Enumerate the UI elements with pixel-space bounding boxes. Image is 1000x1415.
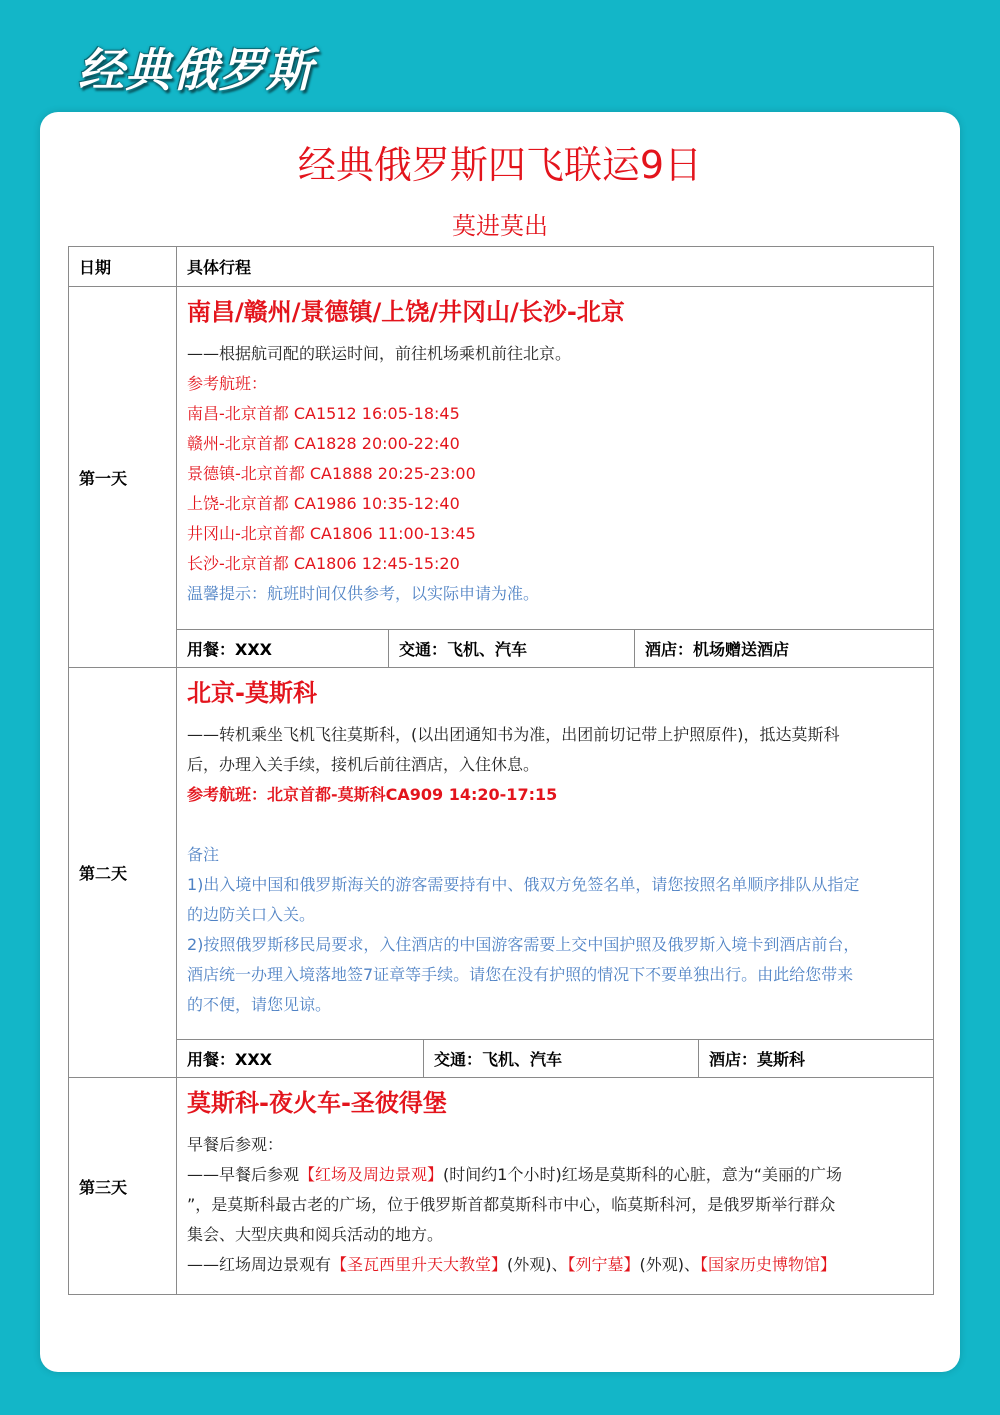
day2-hotel: 酒店：莫斯科 — [698, 1040, 933, 1077]
day2-note-line: 2)按照俄罗斯移民局要求，入住酒店的中国游客需要上交中国护照及俄罗斯入境卡到酒店前台， — [187, 935, 860, 954]
header-itinerary: 具体行程 — [187, 258, 252, 277]
day1-body — [177, 287, 933, 667]
brand-logo-text: 经典俄罗斯 — [78, 43, 313, 97]
day2-route: 北京-莫斯科 — [187, 679, 317, 707]
attraction-st-basil: 【圣瓦西里升天大教堂】 — [331, 1255, 508, 1274]
day2-note-line: 的不便，请您见谅。 — [187, 995, 332, 1014]
table-row-day3 — [69, 1078, 933, 1295]
day1-flight: 赣州-北京首都 CA1828 20:00-22:40 — [187, 434, 460, 453]
day2-meal: 用餐：XXX — [187, 1050, 273, 1069]
table-row-day2 — [69, 668, 933, 1078]
attraction-red-square: 【红场及周边景观】 — [299, 1165, 444, 1184]
day3-route: 莫斯科-夜火车-圣彼得堡 — [187, 1089, 447, 1117]
day1-flight: 长沙-北京首都 CA1806 12:45-15:20 — [187, 554, 460, 573]
day2-desc-line2: 后，办理入关手续，接机后前往酒店，入住休息。 — [187, 755, 540, 774]
day1-transport: 交通：飞机、汽车 — [388, 630, 634, 667]
attraction-lenin-mausoleum: 【列宁墓】 — [567, 1255, 640, 1274]
day2-label: 第二天 — [69, 668, 177, 1077]
table-header-row — [69, 247, 933, 287]
header-date: 日期 — [69, 247, 177, 286]
day1-flight: 景德镇-北京首都 CA1888 20:25-23:00 — [187, 464, 476, 483]
day3-label: 第三天 — [69, 1078, 177, 1294]
day1-label: 第一天 — [69, 287, 177, 667]
day1-desc: ——根据航司配的联运时间，前往机场乘机前往北京。 — [187, 344, 572, 363]
day2-info-bar — [177, 1039, 933, 1077]
page-subtitle: 莫进莫出 — [452, 212, 548, 240]
day1-flight: 井冈山-北京首都 CA1806 11:00-13:45 — [187, 524, 476, 543]
day1-hotel: 酒店：机场赠送酒店 — [634, 630, 933, 667]
itinerary-sheet — [40, 112, 960, 1372]
day1-meal: 用餐：XXX — [187, 640, 273, 659]
day3-para-line: 集会、大型庆典和阅兵活动的地方。 — [187, 1225, 444, 1244]
day1-info-bar — [177, 629, 933, 667]
day3-para-line: ”，是莫斯科最古老的广场，位于俄罗斯首都莫斯科市中心，临莫斯科河，是俄罗斯举行群众 — [187, 1195, 836, 1214]
day2-transport: 交通：飞机、汽车 — [423, 1040, 698, 1077]
day1-route: 南昌/赣州/景德镇/上饶/井冈山/长沙-北京 — [187, 298, 625, 326]
day2-body — [177, 668, 933, 1077]
day3-intro: 早餐后参观： — [187, 1135, 284, 1154]
attraction-history-museum: 【国家历史博物馆】 — [700, 1255, 837, 1274]
day2-note-line: 酒店统一办理入境落地签7证章等手续。请您在没有护照的情况下不要单独出行。由此给您带来 — [187, 965, 854, 984]
day2-note-line: 的边防关口入关。 — [187, 905, 316, 924]
day3-para-line: ——早餐后参观【红场及周边景观】(时间约1个小时)红场是莫斯科的心脏，意为“美丽的广场 — [187, 1165, 842, 1184]
day3-para-line: ——红场周边景观有【圣瓦西里升天大教堂】(外观)、【列宁墓】(外观)、【国家历史博物馆】 — [187, 1255, 837, 1274]
day2-flight: 参考航班：北京首都-莫斯科CA909 14:20-17:15 — [187, 785, 558, 804]
day2-desc-line1: ——转机乘坐飞机飞往莫斯科，(以出团通知书为准，出团前切记带上护照原件)，抵达莫斯科 — [187, 725, 840, 744]
table-row-day1 — [69, 287, 933, 668]
itinerary-table — [68, 246, 934, 1295]
day1-flights-title: 参考航班： — [187, 374, 268, 393]
day2-note-title: 备注 — [187, 845, 220, 864]
day1-flight: 上饶-北京首都 CA1986 10:35-12:40 — [187, 494, 460, 513]
day3-body — [177, 1078, 933, 1294]
day2-note-line: 1)出入境中国和俄罗斯海关的游客需要持有中、俄双方免签名单，请您按照名单顺序排队从指定 — [187, 875, 860, 894]
day1-flight: 南昌-北京首都 CA1512 16:05-18:45 — [187, 404, 460, 423]
page-title: 经典俄罗斯四飞联运9日 — [297, 143, 703, 187]
day1-tip: 温馨提示：航班时间仅供参考，以实际申请为准。 — [187, 584, 540, 603]
